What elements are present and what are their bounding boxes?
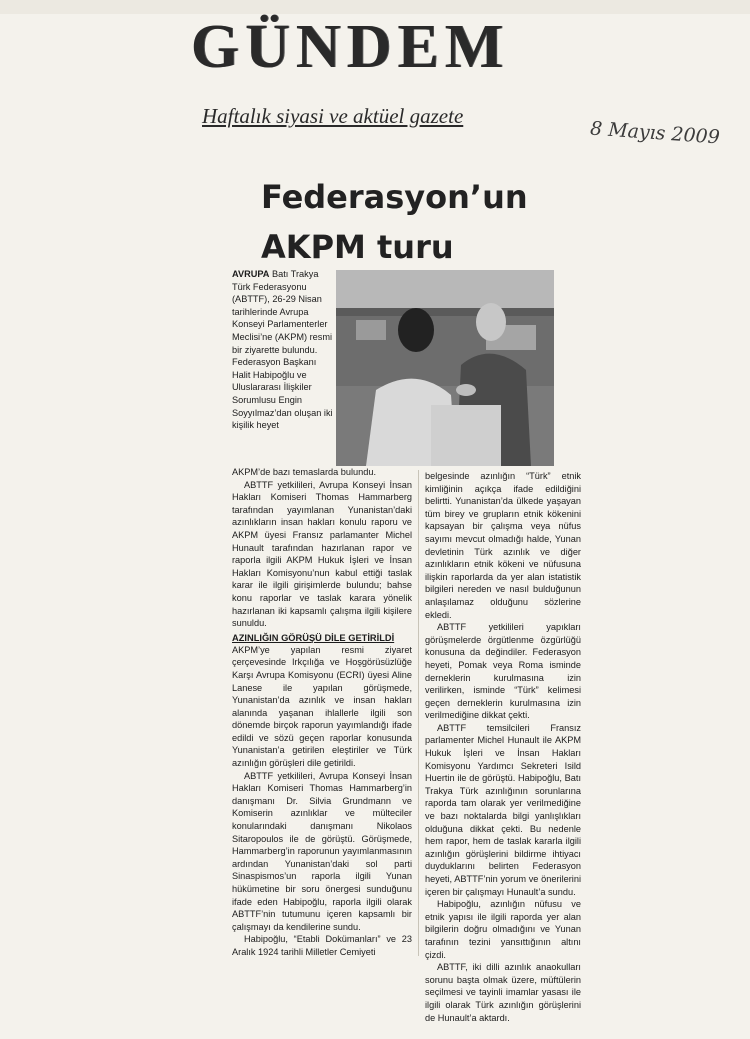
section-subhead: AZINLIĞIN GÖRÜŞÜ DİLE GETİRİLDİ	[232, 632, 395, 643]
masthead-title: GÜNDEM	[190, 13, 510, 81]
handwritten-date: 8 Mayıs 2009	[589, 117, 721, 149]
right-paragraph: ABTTF, iki dilli azınlık anaokulları sorunu başta olmak üzere, müftülerin seçilmesi ve tayinli imamlar yasası ile ilgili olarak Türk azınlığın görüşlerini de Hunault’a aktardı.	[425, 962, 581, 1023]
meeting-photo	[336, 270, 554, 466]
left-paragraph: ABTTF yetkilileri, Avrupa Konseyi İnsan Hakları Komiseri Thomas Hammarberg tarafından yayımlanan Yunanistan’daki azınlıkların insan hakları konulu raporu ve AKPM üyesi Fransız parlamanter Michel Hunault tarafından hazırlanan rapor ve raporla ilgili AKPM Hukuk İşleri ve İnsan Hakları Komisyonu’nun kabul ettiği taslak karar ile ilgili girişimlerde bulundu; bahse konu raporlar ve taslak karara yönelik hazırlanan iki kapsamlı çalışma ilgili kişilere sunuldu.	[232, 479, 412, 629]
meeting-photo-icon	[336, 270, 554, 466]
masthead	[150, 14, 550, 80]
intro-tail	[232, 466, 412, 479]
left-paragraphs	[232, 479, 412, 630]
left-paragraph: Habipoğlu, “Etabli Dokümanları” ve 23 Aralık 1924 tarihli Milletler Cemiyeti	[232, 934, 412, 957]
intro-column	[232, 268, 336, 432]
right-paragraph: ABTTF temsilcileri Fransız parlamenter Michel Hunault ile AKPM Hukuk İşleri ve İnsan Hakları Komisyonu Yardımcı Sekreteri Isild Huertin ile de görüştü. Habipoğlu, Batı Trakya Türk azınlığının sorunlarına raporda tam olarak yer verilmediğine ve bazı noktalarda bilgi yanlışlıkları olduğuna dikkat çekti. Bu nedenle hem rapor, hem de taslak kararla ilgili azınlığın görüşlerini bildirme ihtiyacı duyduklarını belirten Federasyon heyeti, ABTTF’nin yorum ve önerilerini içeren bir çalışmayı Hunault’a sundu.	[425, 722, 581, 897]
intro-text: Batı Trakya Türk Federasyonu (ABTTF), 26-29 Nisan tarihlerinde Avrupa Konseyi Parlamenterler Meclisi’ne (AKPM) resmi bir ziyarette bulundu. Federasyon Başkanı Halit Habipoğlu ve Uluslararası İlişkiler Sorumlusu Engin Soyyılmaz’dan oluşan iki kişilik heyet	[232, 269, 333, 431]
right-paragraph: ABTTF yetkilileri yapıkları görüşmelerde örgütlenme özgürlüğü konusuna da değindiler. Federasyon heyeti, Pomak veya Roma isminde derneklerin kurulmasına izin verilirken, isminde “Türk” kelimesi geçen derneklerin kurulmasına izin verilmediğine dikkat çekti.	[425, 622, 581, 721]
left-paragraph: ABTTF yetkilileri, Avrupa Konseyi İnsan Hakları Komiseri Thomas Hammarberg’in danışmanı Dr. Silvia Grundmann ve Komiserin azınlıklar ve mülteciler konularındaki danışmanı Nikolaos Sitaropoulos ile de görüştü. Görüşmede, Hammarberg’in raporunun yayımlanmasının ardından Yunanistan’daki sol parti Sinaspismos’un raporla ilgili Yunan hükümetine bir soru önergesi sunduğunu ifade eden Habipoğlu, raporla ilgili olarak ABTTF’nin tutumunu içeren kapsamlı bir çalışmayı da kendilerine sundu.	[232, 770, 412, 932]
article-headline	[261, 172, 561, 272]
right-paragraph: Habipoğlu, azınlığın nüfusu ve etnik yapısı ile ilgili raporda yer alan bilgilerin doğru olmadığını ve Yunan tarafının tezini yansıttığının altını çizdi.	[425, 899, 581, 960]
intro-lead: AVRUPA	[232, 269, 270, 279]
right-paragraph: belgesinde azınlığın “Türk” etnik kimliğinin açıkça ifade edildiğini belirtti. Yunanistan’da ülkede yaşayan tüm birey ve grupların etnik kökenini kapsayan bir çalışma veya nüfus sayımı mevcut olmadığı halde, Yunan devletinin Türk azınlık ve diğer azınlıkların etnik kökeni ve nüfusuna ilişkin raporlarda da yer alan istatistik bilgileri nereden ve nasıl bulduğunun anlaşılamaz olduğunu sözlerine ekledi.	[425, 471, 581, 620]
right-column	[425, 470, 581, 1024]
left-column	[232, 466, 412, 959]
right-paragraphs	[425, 470, 581, 1024]
left-paragraphs-2	[232, 644, 412, 959]
headline-line-1: Federasyon’un	[261, 178, 528, 216]
left-paragraph: AKPM’ye yapılan resmi ziyaret çerçevesinde Irkçılığa ve Hoşgörüsüzlüğe Karşı Avrupa Komisyonu (ECRI) üyesi Aline Lanese ile yapılan görüşmede, Yunanistan’da azınlık ve insan hakları alanında yaşanan ihlallerle ilgili son dönemde birçok raporun yayımlandığı ifade edildi ve sözü geçen raporlar konusunda Yunanistan’a getirilen eleştiriler ve Türk azınlığın görüşleri dile getirildi.	[232, 644, 412, 769]
column-rule	[418, 470, 419, 956]
intro-tail-text: AKPM’de bazı temaslarda bulundu.	[232, 467, 377, 477]
headline-line-2: AKPM turu	[261, 228, 454, 266]
scan-edge	[0, 0, 750, 14]
masthead-subtitle: Haftalık siyasi ve aktüel gazete	[202, 104, 464, 128]
intro-paragraph	[232, 268, 335, 432]
